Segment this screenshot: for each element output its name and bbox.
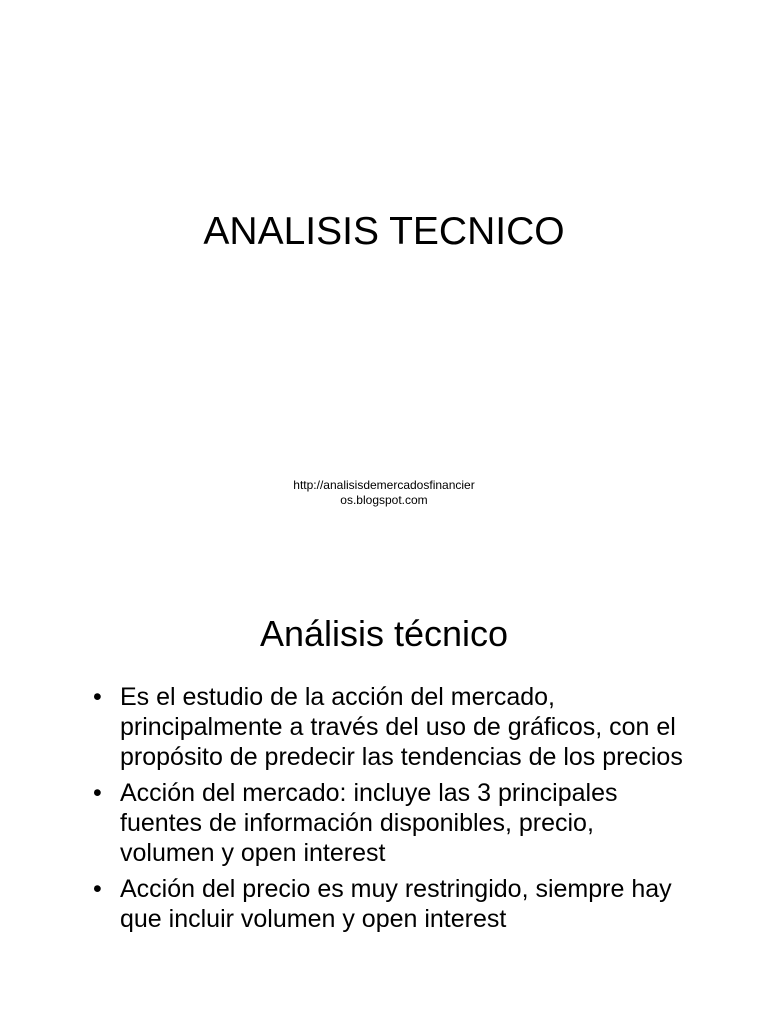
bullet-text: Acción del precio es muy restringido, siempre hay que incluir volumen y open interest (120, 875, 672, 933)
bullet-icon: • (93, 779, 102, 807)
bullet-icon: • (93, 875, 102, 903)
blog-url (0, 478, 768, 508)
bullet-list (93, 682, 693, 940)
content-slide (0, 560, 768, 1024)
bullet-item (93, 874, 693, 934)
blog-url-line-2: os.blogspot.com (340, 493, 428, 507)
bullet-icon: • (93, 683, 102, 711)
blog-url-line-1: http://analisisdemercadosfinancier (293, 478, 475, 492)
bullet-item (93, 682, 693, 772)
bullet-item (93, 778, 693, 868)
bullet-text: Acción del mercado: incluye las 3 principales fuentes de información disponibles, precio, volumen y open interest (120, 779, 618, 867)
bullet-text: Es el estudio de la acción del mercado, principalmente a través del uso de gráficos, con el propósito de predecir las tendencias de los precios (120, 683, 683, 771)
slide-title: ANALISIS TECNICO (203, 210, 565, 253)
slide-heading: Análisis técnico (259, 613, 509, 654)
